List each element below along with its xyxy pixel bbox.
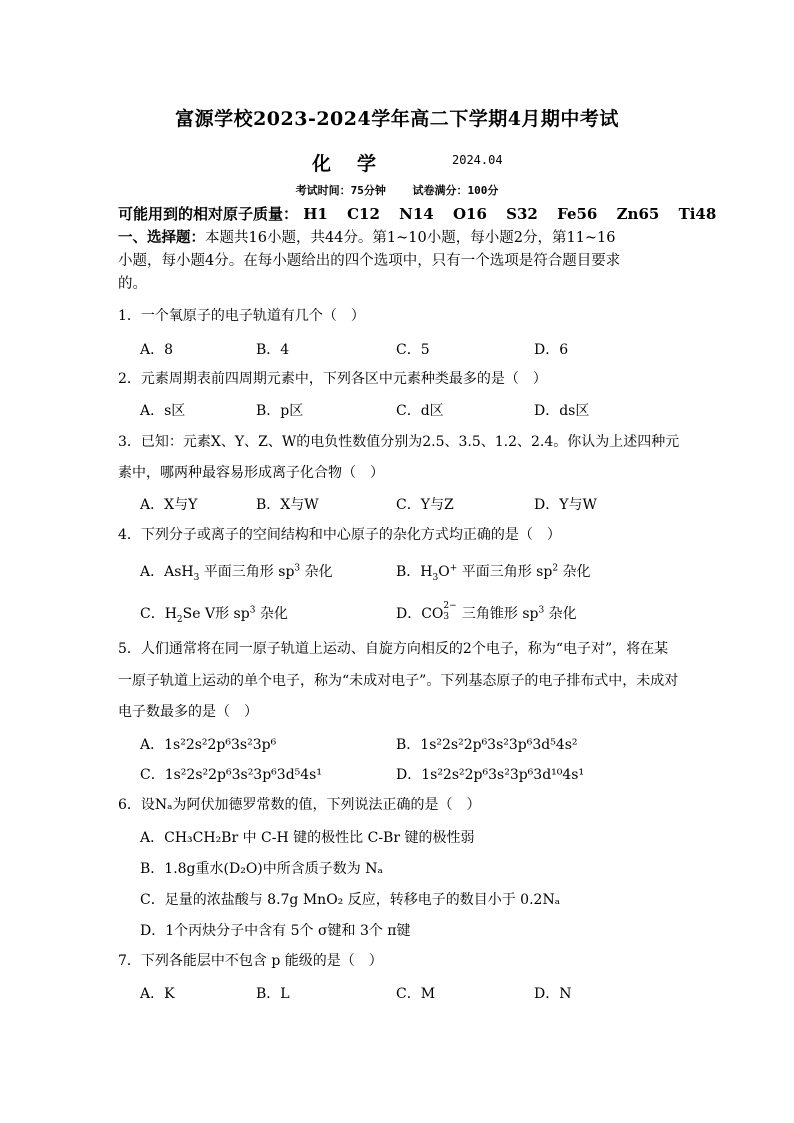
option-d: D．N: [534, 986, 572, 1002]
option-c: C．M: [396, 986, 436, 1002]
question-5-stem-line2: 一原子轨道上运动的单个电子，称为“未成对电子”。下列基态原子的电子排布式中，未成对: [118, 673, 679, 689]
full-score: 试卷满分：100分: [412, 184, 499, 197]
exam-time: 考试时间：75分钟: [295, 184, 386, 197]
question-5-stem-line1: 5．人们通常将在同一原子轨道上运动、自旋方向相反的2个电子，称为“电子对”，将在某: [118, 641, 669, 657]
atomic-mass-item: Zn65: [616, 205, 660, 223]
superscript: +: [449, 563, 458, 574]
atomic-mass-item: H1: [303, 205, 328, 223]
subscript: 2: [176, 614, 183, 625]
option-d: [396, 603, 577, 623]
question-5-options-row1: [140, 734, 700, 754]
question-1-stem: 1．一个氧原子的电子轨道有几个（ ）: [118, 308, 365, 324]
section-line: 本题共16小题，共44分。第1~10小题，每小题2分，第11~16: [205, 230, 616, 246]
option-c: C．d区: [396, 403, 444, 419]
option-a: A．s区: [140, 403, 186, 419]
option-b: B．4: [256, 342, 290, 358]
option-c: C．1s²2s²2p⁶3s²3p⁶3d⁵4s¹: [140, 767, 322, 783]
option-c: C．5: [396, 342, 430, 358]
atomic-mass-item: C12: [347, 205, 380, 223]
superscript: 3: [294, 563, 301, 574]
atomic-mass-item: S32: [506, 205, 538, 223]
option-b: B．1.8g重水(D₂O)中所含质子数为 Nₐ: [140, 861, 383, 877]
atomic-masses-label: 可能用到的相对原子质量：: [118, 205, 299, 223]
option-b: [396, 561, 591, 583]
option-a: A．K: [140, 986, 175, 1002]
question-3-options: [140, 494, 700, 514]
option-c: C．足量的浓盐酸与 8.7g MnO₂ 反应，转移电子的数目小于 0.2Nₐ: [140, 892, 561, 908]
question-6-option-d: [140, 920, 700, 940]
option-a: [140, 561, 333, 583]
option-b: B．L: [256, 986, 290, 1002]
exam-info: [0, 182, 794, 198]
subscript: 3: [443, 612, 450, 622]
superscript: 3: [538, 605, 545, 616]
option-c: [140, 603, 288, 625]
option-a: A．CH₃CH₂Br 中 C-H 键的极性比 C-Br 键的极性弱: [140, 830, 475, 846]
option-c-text: Se V形 sp: [182, 606, 250, 622]
option-b-text: 平面三角形 sp: [457, 564, 553, 580]
superscript: 2: [552, 563, 559, 574]
atomic-mass-item: Fe56: [557, 205, 598, 223]
option-d: D．Y与W: [534, 497, 597, 513]
sub-sup-stack: [443, 603, 457, 623]
superscript: 3: [249, 605, 256, 616]
question-7-options: [140, 983, 700, 1003]
subscript: 3: [432, 572, 439, 583]
section-instructions: [118, 226, 678, 296]
option-a: A．1s²2s²2p⁶3s²3p⁶: [140, 737, 277, 753]
option-b-text: O: [438, 564, 450, 580]
atomic-masses: [118, 203, 730, 224]
question-7-stem: 7．下列各能层中不包含 p 能级的是（ ）: [118, 953, 383, 969]
question-2-stem: 2．元素周期表前四周期元素中，下列各区中元素种类最多的是（ ）: [118, 371, 547, 387]
option-d-text: 杂化: [544, 606, 577, 622]
option-a-text: 杂化: [300, 564, 333, 580]
option-c-text: C．H: [140, 606, 177, 622]
question-4-options-row1: [140, 561, 700, 581]
option-d: D．6: [534, 342, 569, 358]
question-6-option-b: [140, 858, 700, 878]
option-b-text: 杂化: [558, 564, 591, 580]
option-a-text: 平面三角形 sp: [199, 564, 295, 580]
option-d-text: D．CO: [396, 606, 444, 622]
option-c-text: 杂化: [255, 606, 288, 622]
question-4-stem: 4．下列分子或离子的空间结构和中心原子的杂化方式均正确的是（ ）: [118, 527, 561, 543]
option-a-text: A．AsH: [140, 564, 194, 580]
section-line: 的。: [118, 276, 147, 292]
option-b: B．X与W: [256, 497, 319, 513]
question-6-option-a: [140, 827, 700, 847]
question-5-stem-line3: 电子数最多的是（ ）: [118, 704, 258, 720]
option-b-text: B．H: [396, 564, 433, 580]
option-b: B．1s²2s²2p⁶3s²3p⁶3d⁵4s²: [396, 737, 578, 753]
option-c: C．Y与Z: [396, 497, 454, 513]
option-d: D．1个丙炔分子中含有 5个 σ键和 3个 π键: [140, 923, 411, 939]
option-d-text: 三角锥形 sp: [457, 606, 539, 622]
question-2-options: [140, 400, 700, 420]
atomic-mass-item: O16: [452, 205, 487, 223]
exam-date: 2024.04: [452, 153, 503, 167]
option-a: A．X与Y: [140, 497, 198, 513]
section-line: 小题，每小题4分。在每小题给出的四个选项中，只有一个选项是符合题目要求: [118, 253, 621, 269]
subscript: 3: [193, 572, 200, 583]
section-heading: 一、选择题：: [118, 229, 205, 246]
question-6-stem: 6．设Nₐ为阿伏加德罗常数的值，下列说法正确的是（ ）: [118, 797, 481, 813]
question-4-options-row2: [140, 603, 700, 623]
subject-title: 化学: [312, 153, 403, 175]
option-b: B．p区: [256, 403, 304, 419]
exam-title: 富源学校2023-2024学年高二下学期4月期中考试: [175, 108, 619, 130]
superscript: 2−: [443, 601, 457, 611]
question-5-options-row2: [140, 764, 700, 784]
option-a: A．8: [140, 342, 174, 358]
atomic-mass-item: Ti48: [678, 205, 717, 223]
option-d: D．1s²2s²2p⁶3s²3p⁶3d¹⁰4s¹: [396, 767, 585, 783]
question-6-option-c: [140, 889, 700, 909]
question-1-options: [140, 339, 700, 359]
question-3-stem-line1: 3．已知：元素X、Y、Z、W的电负性数值分别为2.5、3.5、1.2、2.4。你认为上述四种元: [118, 434, 680, 450]
option-d: D．ds区: [534, 403, 590, 419]
question-3-stem-line2: 素中，哪两种最容易形成离子化合物（ ）: [118, 465, 384, 481]
atomic-mass-item: N14: [399, 205, 434, 223]
